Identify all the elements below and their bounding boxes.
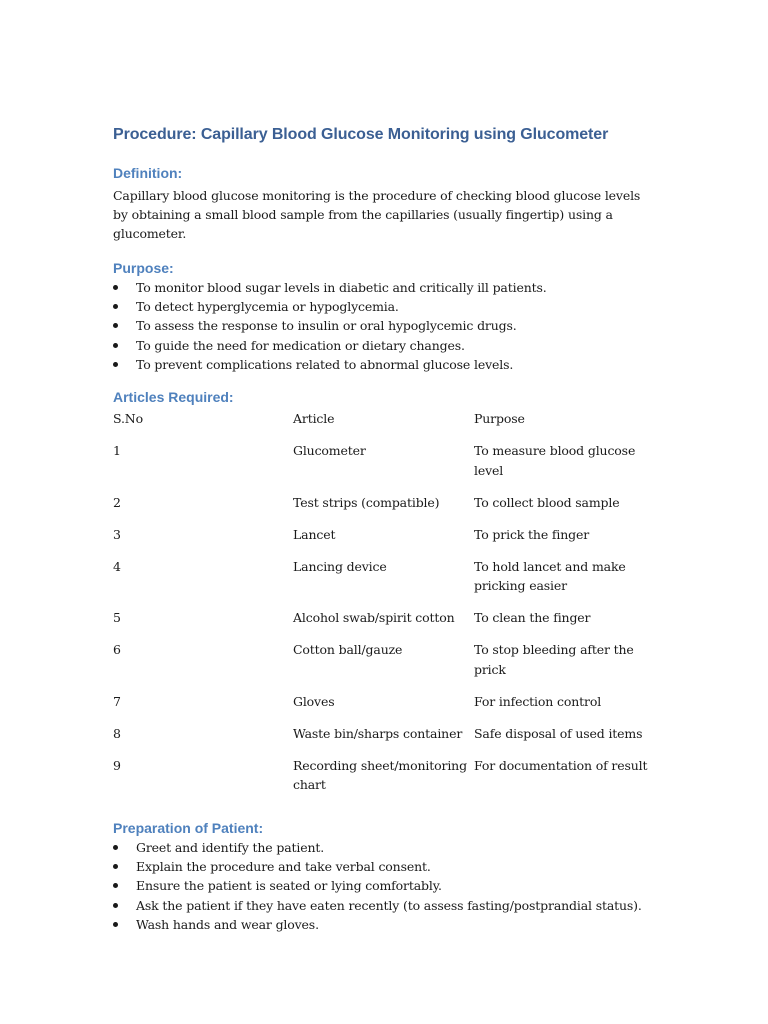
column-header-sno: S.No [113, 411, 143, 427]
cell-purpose: To measure blood glucose level [474, 443, 636, 478]
cell-sno: 1 [113, 443, 121, 459]
list-item [113, 336, 658, 355]
preparation-heading: Preparation of Patient: [113, 820, 264, 837]
bullet-icon [113, 343, 118, 348]
table-row [113, 608, 658, 640]
list-item [113, 278, 658, 297]
cell-article: Cotton ball/gauze [293, 642, 403, 658]
cell-sno: 2 [113, 494, 121, 510]
preparation-section [113, 818, 658, 934]
cell-article: Lancet [293, 526, 336, 542]
list-item-text: To assess the response to insulin or oral hypoglycemic drugs. [136, 318, 517, 334]
list-item [113, 896, 658, 915]
page-title: Procedure: Capillary Blood Glucose Monitoring using Glucometer [113, 126, 609, 143]
cell-sno: 6 [113, 642, 121, 658]
list-item [113, 297, 658, 316]
bullet-icon [113, 304, 118, 309]
bullet-icon [113, 883, 118, 888]
list-item [113, 857, 658, 876]
purpose-list [113, 278, 658, 374]
document-body [113, 124, 658, 934]
cell-purpose: For infection control [474, 693, 602, 709]
list-item-text: To guide the need for medication or dietary changes. [136, 337, 465, 353]
bullet-icon [113, 845, 118, 850]
cell-sno: 9 [113, 757, 121, 773]
table-row [113, 640, 658, 692]
cell-article: Alcohol swab/spirit cotton [293, 610, 455, 626]
definition-heading: Definition: [113, 165, 183, 181]
list-item [113, 876, 658, 895]
table-row [113, 692, 658, 724]
list-item-text: Explain the procedure and take verbal consent. [136, 859, 431, 875]
cell-purpose: To stop bleeding after the prick [474, 642, 634, 677]
column-header-article: Article [293, 411, 335, 427]
purpose-section [113, 258, 658, 374]
cell-sno: 8 [113, 725, 121, 741]
table-row [113, 724, 658, 756]
articles-section [113, 387, 658, 807]
cell-purpose: To collect blood sample [474, 494, 620, 510]
table-header-row [113, 409, 658, 441]
bullet-icon [113, 864, 118, 869]
cell-sno: 3 [113, 526, 121, 542]
cell-sno: 7 [113, 693, 121, 709]
list-item [113, 316, 658, 335]
cell-purpose: To prick the finger [474, 526, 590, 542]
cell-sno: 4 [113, 558, 121, 574]
preparation-list [113, 838, 658, 934]
list-item-text: Greet and identify the patient. [136, 840, 325, 856]
list-item-text: Ask the patient if they have eaten recently (to assess fasting/postprandial status). [136, 897, 642, 913]
cell-article: Recording sheet/monitoring chart [293, 757, 467, 793]
articles-table [113, 409, 658, 807]
bullet-icon [113, 323, 118, 328]
list-item-text: To monitor blood sugar levels in diabetic and critically ill patients. [136, 280, 547, 295]
cell-article: Lancing device [293, 558, 387, 574]
table-row [113, 557, 658, 609]
list-item [113, 915, 658, 934]
articles-heading: Articles Required: [113, 389, 234, 406]
table-row [113, 493, 658, 525]
list-item [113, 838, 658, 857]
cell-article: Gloves [293, 693, 335, 709]
purpose-heading: Purpose: [113, 260, 174, 276]
list-item-text: Wash hands and wear gloves. [136, 916, 319, 932]
cell-sno: 5 [113, 610, 121, 626]
table-row [113, 756, 658, 808]
list-item-text: Ensure the patient is seated or lying comfortably. [136, 878, 442, 894]
cell-purpose: To clean the finger [474, 610, 591, 626]
bullet-icon [113, 922, 118, 927]
definition-text: Capillary blood glucose monitoring is the procedure of checking blood glucose levels by obtaining a small blood sample from the capillaries (usually fingertip) using a glucometer. [113, 188, 641, 241]
column-header-purpose: Purpose [474, 411, 525, 427]
bullet-icon [113, 362, 118, 367]
bullet-icon [113, 903, 118, 908]
definition-section [113, 163, 658, 243]
bullet-icon [113, 285, 118, 290]
cell-article: Waste bin/sharps container [293, 725, 463, 741]
list-item [113, 355, 658, 374]
table-row [113, 441, 658, 493]
table-row [113, 525, 658, 557]
cell-purpose: For documentation of result [474, 757, 648, 773]
list-item-text: To detect hyperglycemia or hypoglycemia. [136, 299, 399, 315]
cell-purpose: To hold lancet and make pricking easier [474, 558, 626, 594]
list-item-text: To prevent complications related to abnormal glucose levels. [136, 356, 514, 372]
cell-purpose: Safe disposal of used items [474, 725, 643, 741]
cell-article: Glucometer [293, 443, 366, 459]
cell-article: Test strips (compatible) [293, 494, 440, 510]
